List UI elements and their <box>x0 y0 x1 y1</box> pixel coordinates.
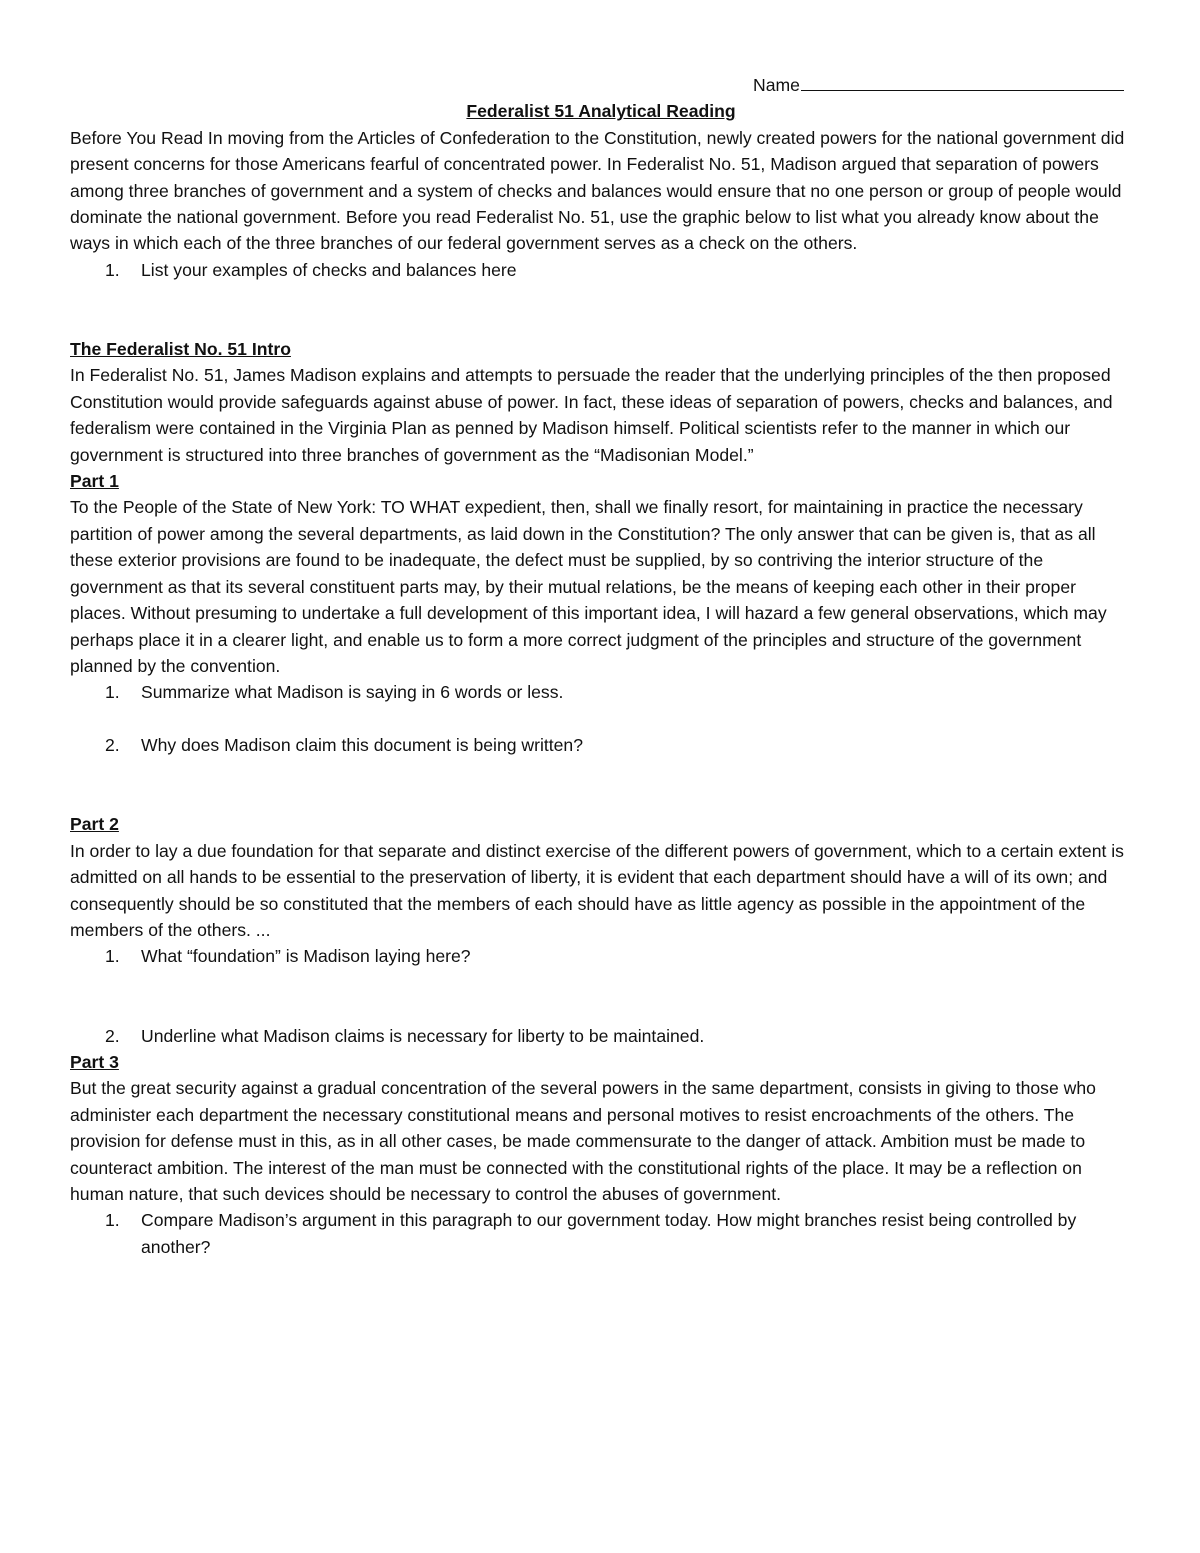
name-label: Name <box>753 75 800 95</box>
part2-heading: Part 2 <box>70 814 119 835</box>
answer-space <box>70 706 1132 732</box>
document-title: Federalist 51 Analytical Reading <box>466 101 736 122</box>
before-you-read-questions <box>70 257 1132 283</box>
document-content <box>70 72 1132 1260</box>
question-number: 2. <box>105 1025 120 1046</box>
question-text: Underline what Madison claims is necessary for liberty to be maintained. <box>141 1025 705 1046</box>
question-number: 2. <box>105 735 120 756</box>
part3-heading: Part 3 <box>70 1051 119 1072</box>
question-text: Summarize what Madison is saying in 6 words or less. <box>141 682 564 703</box>
question-number: 1. <box>105 682 120 703</box>
question-text: Why does Madison claim this document is being written? <box>141 735 583 756</box>
question-text: Compare Madison’s argument in this paragraph to our government today. How might branches resist being controlled by another? <box>141 1210 1077 1257</box>
part1-heading: Part 1 <box>70 471 119 492</box>
part3-text: But the great security against a gradual concentration of the several powers in the same department, consists in giving to those who administer each department the necessary constitutional means and personal motives to resist encroachments of the others. The provision for defense must in this, as in all other cases, be made commensurate to the danger of attack. Ambition must be made to counteract ambition. The interest of the man must be connected with the constitutional rights of the place. It may be a reflection on human nature, that such devices should be necessary to control the abuses of government. <box>70 1078 1096 1204</box>
question-item <box>70 1023 1132 1049</box>
question-item <box>70 1207 1132 1260</box>
name-blank-line <box>801 89 1124 91</box>
answer-space <box>70 970 1132 1023</box>
part2-questions <box>70 943 1132 1049</box>
intro-heading: The Federalist No. 51 Intro <box>70 339 291 360</box>
answer-space <box>70 283 1132 336</box>
question-number: 1. <box>105 946 120 967</box>
question-number: 1. <box>105 1210 120 1231</box>
intro-text: In Federalist No. 51, James Madison explains and attempts to persuade the reader that the underlying principles of the then proposed Constitution would provide safeguards against abuse of power. In fact, these ideas of separation of powers, checks and balances, and federalism were contained in the Virginia Plan as penned by Madison himself. Political scientists refer to the manner in which our government is structured into three branches of government as the “Madisonian Model.” <box>70 365 1113 465</box>
question-text: List your examples of checks and balances here <box>141 259 517 280</box>
question-item <box>70 732 1132 758</box>
part1-questions <box>70 679 1132 758</box>
part3-questions <box>70 1207 1132 1260</box>
part2-text: In order to lay a due foundation for that separate and distinct exercise of the different powers of government, which to a certain extent is admitted on all hands to be essential to the preservation of liberty, it is evident that each department should have a will of its own; and consequently should be so constituted that the members of each should have as little agency as possible in the appointment of the members of the others. ... <box>70 840 1124 940</box>
answer-space <box>70 759 1132 812</box>
question-text: What “foundation” is Madison laying here? <box>141 946 471 967</box>
question-item <box>70 943 1132 969</box>
before-you-read-text: Before You Read In moving from the Articles of Confederation to the Constitution, newly created powers for the national government did present concerns for those Americans fearful of concentrated power. In Federalist No. 51, Madison argued that separation of powers among three branches of government and a system of checks and balances would ensure that no one person or group of people would dominate the national government. Before you read Federalist No. 51, use the graphic below to list what you already know about the ways in which each of the three branches of our federal government serves as a check on the others. <box>70 127 1125 254</box>
name-field <box>70 72 1132 98</box>
question-number: 1. <box>105 259 120 280</box>
question-item <box>70 679 1132 705</box>
question-item <box>70 257 1132 283</box>
part1-text: To the People of the State of New York: TO WHAT expedient, then, shall we finally resort, for maintaining in practice the necessary partition of power among the several departments, as laid down in the Constitution? The only answer that can be given is, that as all these exterior provisions are found to be inadequate, the defect must be supplied, by so contriving the interior structure of the government as that its several constituent parts may, by their mutual relations, be the means of keeping each other in their proper places. Without presuming to undertake a full development of this important idea, I will hazard a few general observations, which may perhaps place it in a clearer light, and enable us to form a more correct judgment of the principles and structure of the government planned by the convention. <box>70 497 1107 676</box>
